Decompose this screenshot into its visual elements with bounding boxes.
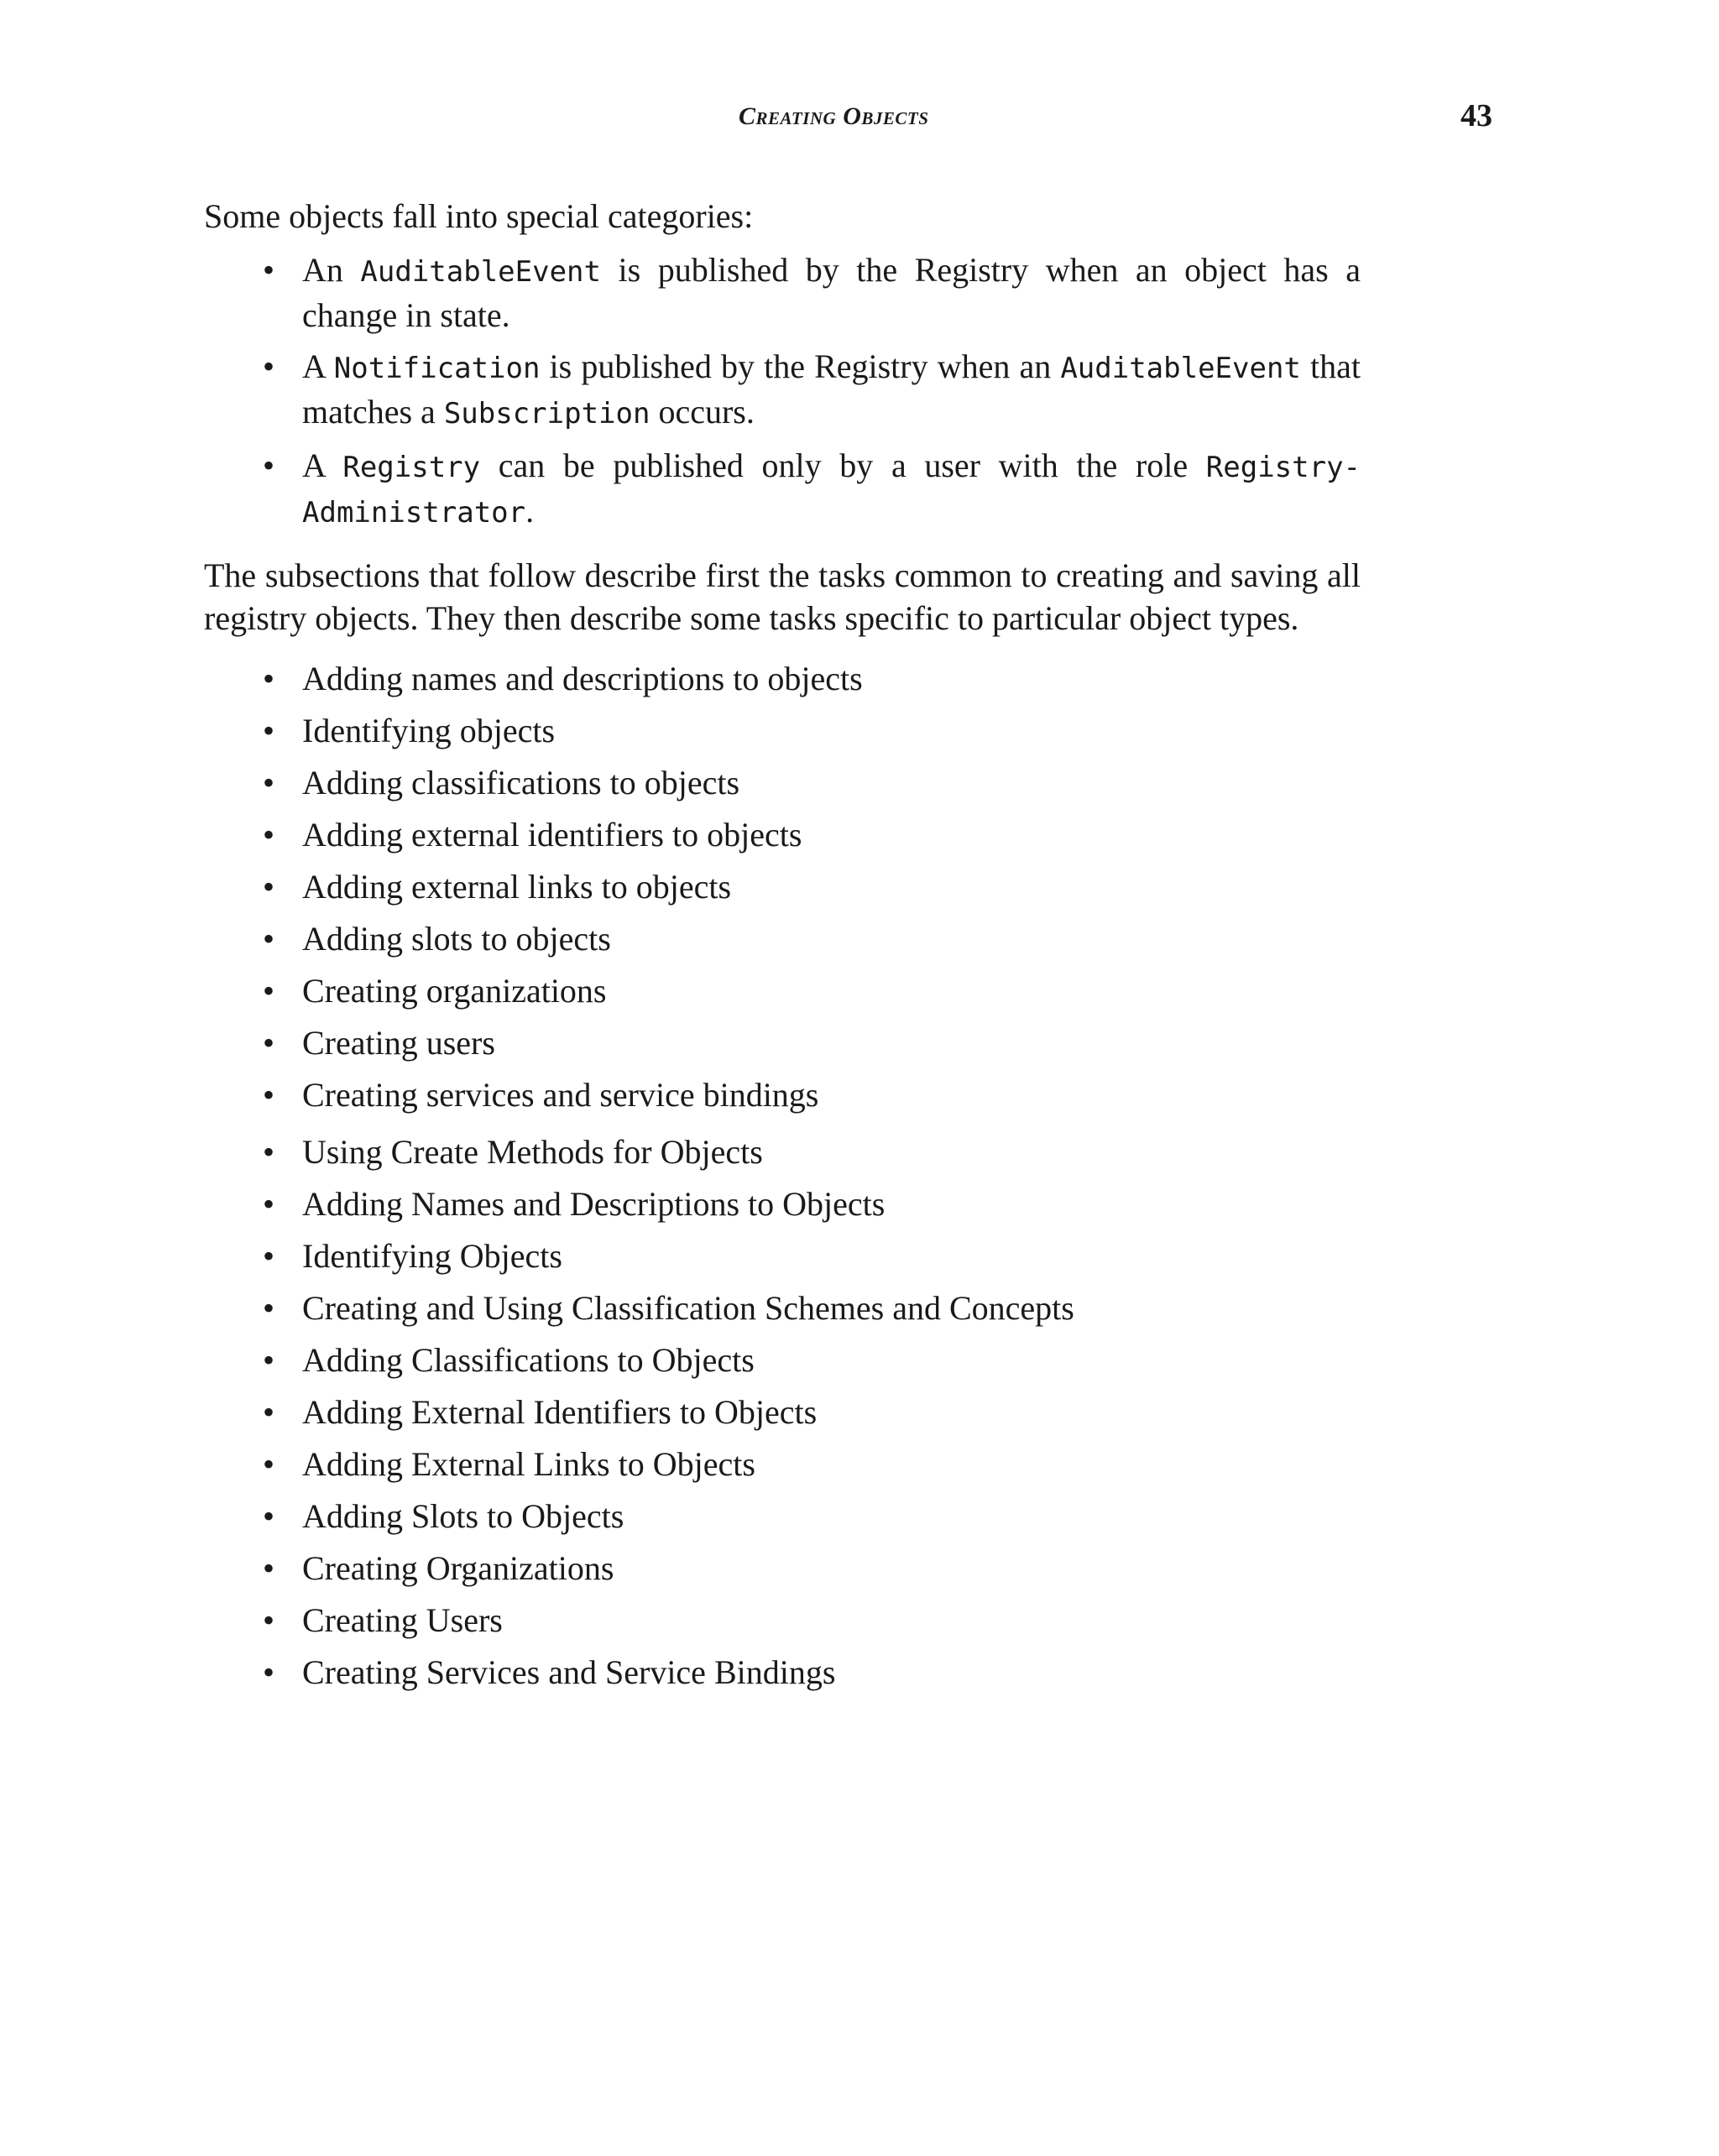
item-text: Adding names and descriptions to objects: [302, 660, 863, 697]
list-item: [204, 761, 1361, 804]
list-item: [204, 1235, 1361, 1277]
bullet-icon: •: [263, 764, 275, 801]
list-item: [204, 917, 1361, 960]
item-text: that matches a: [302, 347, 1361, 431]
bullet-icon: •: [263, 1601, 275, 1639]
bullet-icon: •: [263, 1024, 275, 1062]
item-text: Adding external identifiers to objects: [302, 816, 802, 854]
bullet-icon: •: [263, 1289, 275, 1327]
list-item: [204, 248, 1361, 337]
list-item: [204, 1651, 1361, 1694]
special-categories-list: [204, 248, 1361, 535]
list-item: [204, 1599, 1361, 1642]
list-item: [204, 1021, 1361, 1064]
bullet-icon: •: [263, 816, 275, 854]
class-name: AuditableEvent: [360, 255, 601, 289]
bullet-icon: •: [263, 660, 275, 697]
item-text: Adding Names and Descriptions to Objects: [302, 1185, 886, 1223]
running-head: [0, 98, 1719, 136]
list-item: [204, 1547, 1361, 1590]
item-text: is published by the Registry when an: [540, 347, 1061, 385]
item-text: A: [302, 446, 343, 484]
bullet-icon: •: [263, 868, 275, 906]
tasks-list: [204, 657, 1361, 1116]
sections-list: [204, 1130, 1361, 1694]
bullet-icon: •: [263, 1185, 275, 1223]
item-text: Adding Slots to Objects: [302, 1497, 624, 1535]
list-item: [204, 1182, 1361, 1225]
intro-paragraph: Some objects fall into special categories:: [204, 197, 754, 235]
role-name: Registry-Administrator: [302, 451, 1361, 530]
list-item: [204, 444, 1361, 535]
bullet-icon: •: [263, 1341, 275, 1379]
list-item: [204, 1130, 1361, 1173]
list-item: [204, 709, 1361, 752]
list-item: [204, 1073, 1361, 1116]
bullet-icon: •: [263, 920, 275, 958]
list-item: [204, 1391, 1361, 1433]
bullet-icon: •: [263, 1549, 275, 1587]
list-item: [204, 1495, 1361, 1537]
item-text: is published by the Registry when an object has a change in state.: [302, 251, 1361, 334]
item-text: occurs.: [650, 393, 755, 431]
bullet-icon: •: [263, 1393, 275, 1431]
item-text: Identifying Objects: [302, 1237, 562, 1275]
item-text: Creating services and service bindings: [302, 1076, 819, 1114]
bullet-icon: •: [263, 347, 275, 385]
item-text: Creating Services and Service Bindings: [302, 1653, 836, 1691]
item-text: Adding slots to objects: [302, 920, 611, 958]
list-item: [204, 1339, 1361, 1381]
bullet-icon: •: [263, 1653, 275, 1691]
list-item: [204, 345, 1361, 436]
item-text: Identifying objects: [302, 712, 556, 749]
page-body: [204, 195, 1361, 1703]
item-text: Adding External Identifiers to Objects: [302, 1393, 818, 1431]
bullet-icon: •: [263, 1497, 275, 1535]
item-text: Adding Classifications to Objects: [302, 1341, 755, 1379]
running-head-title: Creating Objects: [739, 102, 929, 130]
bullet-icon: •: [263, 712, 275, 749]
item-text: Using Create Methods for Objects: [302, 1133, 763, 1171]
bullet-icon: •: [263, 1445, 275, 1483]
bullet-icon: •: [263, 1237, 275, 1275]
list-item: [204, 813, 1361, 856]
list-item: [204, 865, 1361, 908]
item-text: A: [302, 347, 334, 385]
item-text: Creating organizations: [302, 972, 607, 1010]
item-text: Adding External Links to Objects: [302, 1445, 755, 1483]
item-text: Adding external links to objects: [302, 868, 732, 906]
list-item: [204, 969, 1361, 1012]
item-text: An: [302, 251, 361, 289]
item-text: Creating Users: [302, 1601, 503, 1639]
class-name: Subscription: [443, 397, 651, 431]
list-item: [204, 1287, 1361, 1329]
page-number: 43: [1460, 98, 1492, 133]
subsections-paragraph: The subsections that follow describe first the tasks common to creating and saving all registry objects. They then describe some tasks specific to particular object types.: [204, 556, 1361, 637]
bullet-icon: •: [263, 1133, 275, 1171]
class-name: AuditableEvent: [1060, 352, 1301, 385]
bullet-icon: •: [263, 972, 275, 1010]
item-text: Creating Organizations: [302, 1549, 614, 1587]
list-item: [204, 1443, 1361, 1485]
bullet-icon: •: [263, 1076, 275, 1114]
item-text: Creating users: [302, 1024, 495, 1062]
list-item: [204, 657, 1361, 700]
item-text: can be published only by a user with the role: [480, 446, 1206, 484]
bullet-icon: •: [263, 251, 275, 289]
bullet-icon: •: [263, 446, 275, 484]
item-text: .: [525, 492, 535, 530]
class-name: Notification: [333, 352, 541, 385]
item-text: Creating and Using Classification Schemes and Concepts: [302, 1289, 1074, 1327]
item-text: Adding classifications to objects: [302, 764, 740, 801]
class-name: Registry: [342, 451, 481, 484]
